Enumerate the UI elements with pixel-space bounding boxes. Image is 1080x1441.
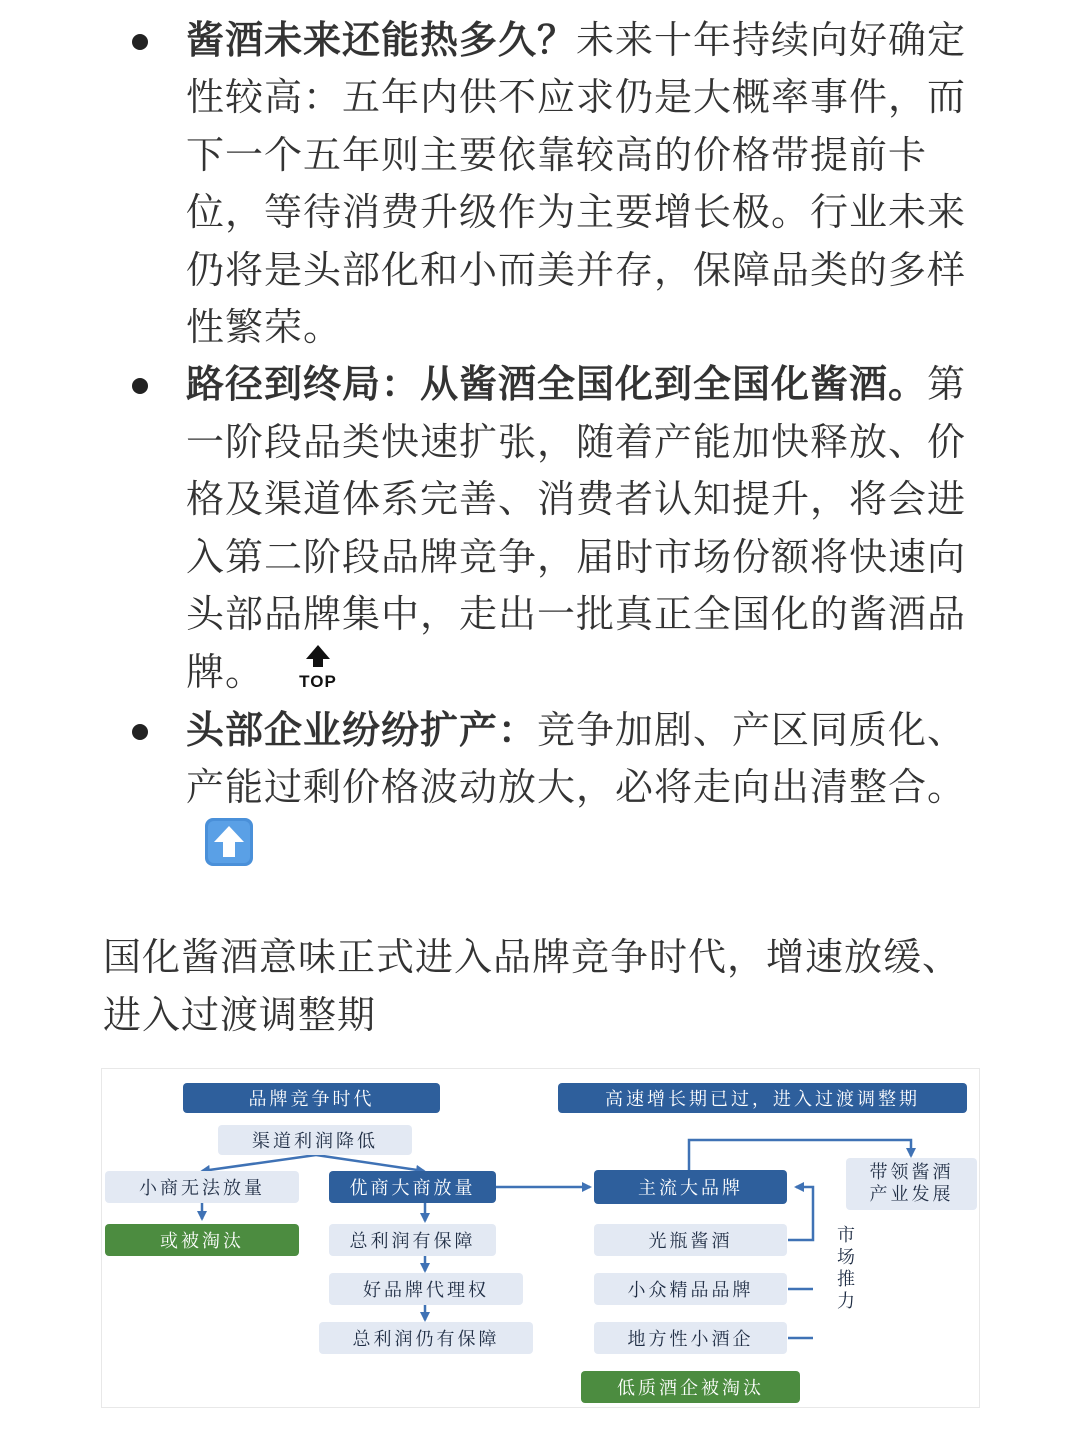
bullet-dot: [132, 378, 148, 394]
arrow-to-small-dealer: [202, 1155, 316, 1171]
market-push-arrow: [788, 1187, 813, 1240]
market-push-char: 场: [837, 1247, 855, 1268]
small-dealer-box: 小商无法放量: [105, 1171, 299, 1203]
low-quality-eliminated-box: 低质酒企被淘汰: [581, 1371, 800, 1403]
bullet-text: 未来十年持续向好确定性较高：五年内供不应求仍是大概率事件，而下一个五年则主要依靠较高的价格带提前卡位，等待消费升级作为主要增长极。行业未来仍将是头部化和小而美并存，保障品类的多样性繁荣。: [186, 18, 967, 350]
market-push-char: 市: [837, 1225, 855, 1246]
bullet-text: 第一阶段品类快速扩张，随着产能加快释放、价格及渠道体系完善、消费者认知提升，将会进入第二阶段品牌竞争，届时市场份额将快速向头部品牌集中，走出一批真正全国化的酱酒品牌。: [186, 362, 967, 695]
section-caption: 国化酱酒意味正式进入品牌竞争时代，增速放缓、进入过渡调整期: [103, 935, 962, 1037]
mainstream-brand-box: 主流大品牌: [594, 1170, 787, 1204]
local-distillery-box: 地方性小酒企: [594, 1322, 787, 1354]
bullet-item-3: [0, 702, 1080, 877]
good-brand-box: 好品牌代理权: [329, 1273, 523, 1305]
market-push-label: [835, 1225, 857, 1313]
up-arrow-button-icon: [204, 817, 254, 867]
guangping-box: 光瓶酱酒: [594, 1224, 787, 1256]
lead-industry-line2: 产业发展: [869, 1184, 954, 1205]
bullet-item-2: [0, 356, 1080, 701]
good-dealer-box: 优商大商放量: [329, 1171, 496, 1203]
bullet-lead: 头部企业纷纷扩产：: [186, 707, 538, 752]
channel-profit-box: 渠道利润降低: [218, 1125, 412, 1155]
total-profit-box: 总利润有保障: [329, 1224, 496, 1256]
market-push-char: 推: [837, 1269, 855, 1290]
lead-industry-box: [846, 1158, 977, 1210]
top-arrow-icon[interactable]: [298, 643, 338, 691]
bullet-dot: [132, 724, 148, 740]
bullet-lead: 路径到终局：从酱酒全国化到全国化酱酒。: [186, 362, 928, 407]
bullet-item-1: [0, 12, 1080, 356]
bullet-dot: [132, 34, 148, 50]
bullet-text: 竞争加剧、产区同质化、产能过剩价格波动放大，必将走向出清整合。: [186, 707, 967, 810]
arrow-to-good-dealer: [316, 1155, 424, 1171]
top-arrow-label: TOP: [299, 672, 337, 692]
high-growth-box: 高速增长期已过，进入过渡调整期: [558, 1083, 967, 1113]
niche-brand-box: 小众精品品牌: [594, 1273, 787, 1305]
eliminated-box: 或被淘汰: [105, 1224, 299, 1256]
total-profit-still-box: 总利润仍有保障: [319, 1322, 533, 1354]
brand-competition-diagram: [101, 1068, 980, 1408]
market-push-char: 力: [837, 1291, 855, 1312]
lead-industry-line1: 带领酱酒: [869, 1162, 954, 1183]
bullet-list: [0, 12, 1080, 877]
bullet-lead: 酱酒未来还能热多久？: [186, 18, 577, 62]
brand-era-box: 品牌竞争时代: [183, 1083, 440, 1113]
